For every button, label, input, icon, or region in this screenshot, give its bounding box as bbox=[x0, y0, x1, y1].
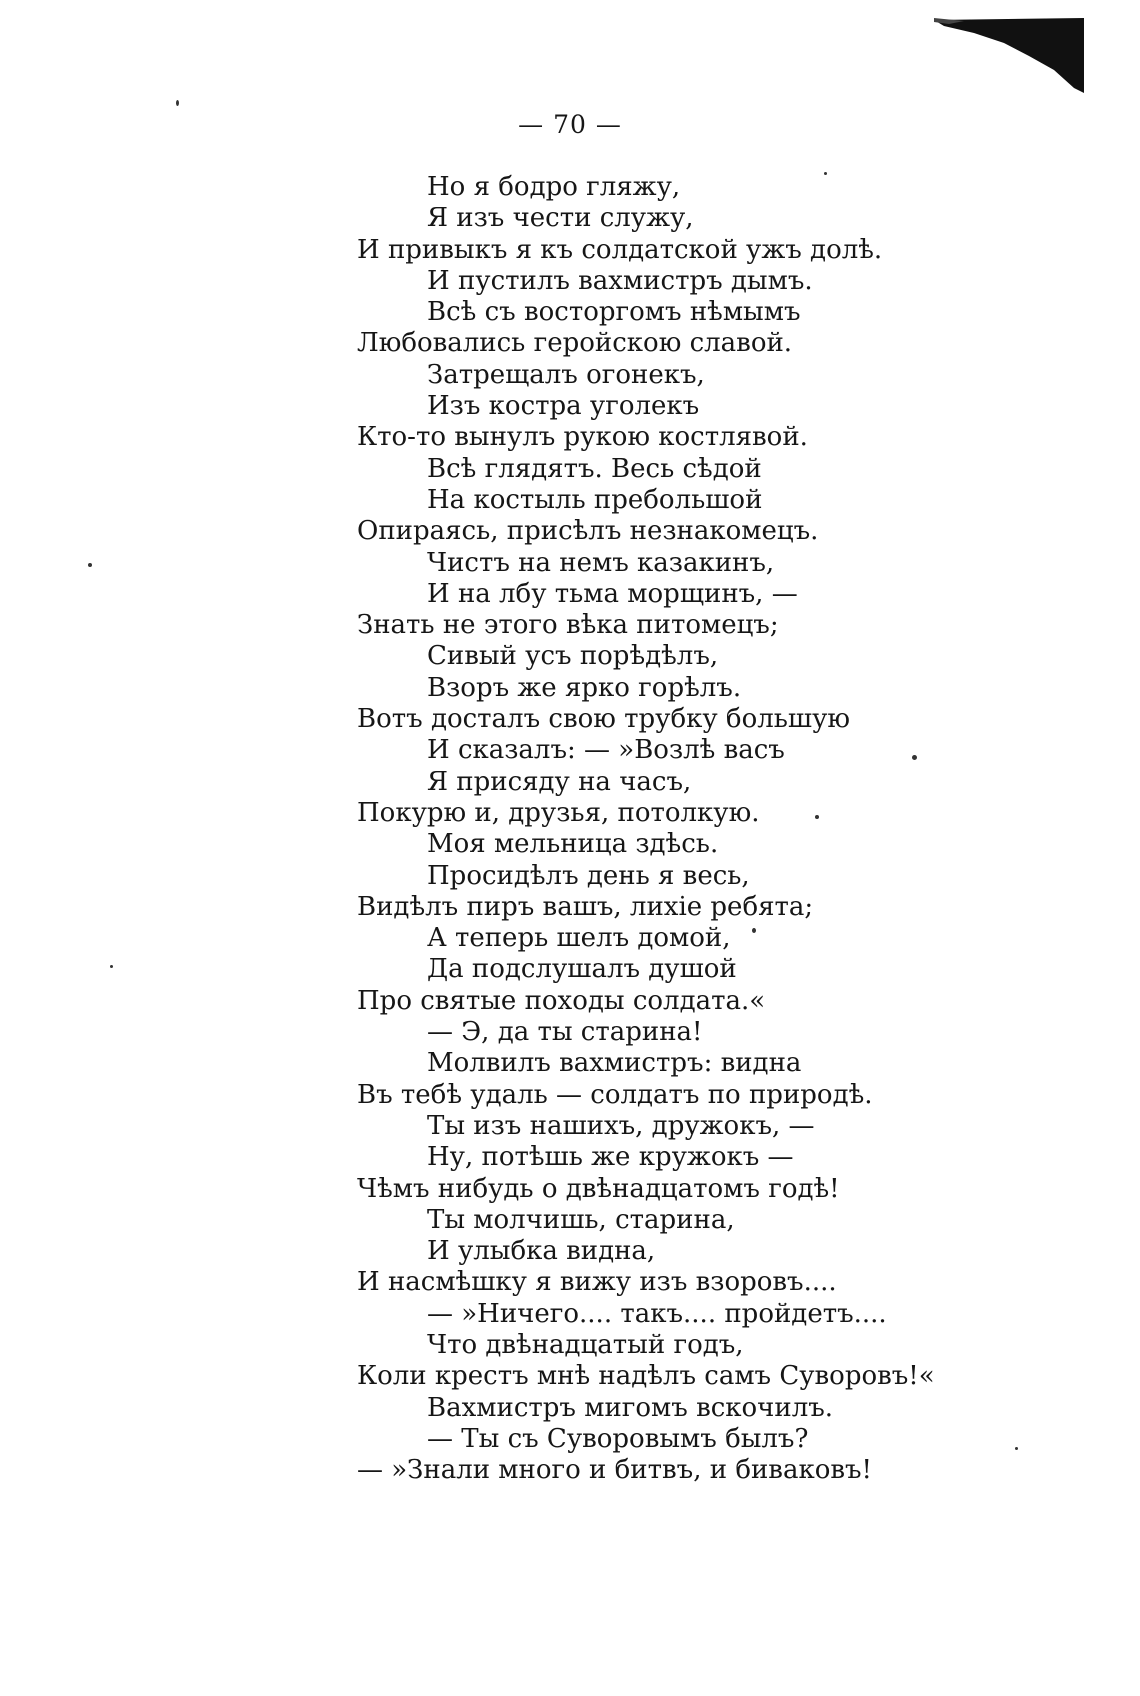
print-speck bbox=[912, 755, 917, 760]
poem-line: Но я бодро гляжу, bbox=[427, 172, 681, 202]
torn-corner-shadow bbox=[934, 18, 1084, 93]
poem-line: На костыль пребольшой bbox=[427, 484, 763, 515]
print-speck bbox=[176, 100, 179, 106]
poem-line: Чѣмъ нибудь о двѣнадцатомъ годѣ! bbox=[357, 1173, 840, 1204]
poem-line: Всѣ съ восторгомъ нѣмымъ bbox=[427, 297, 801, 328]
poem-line: — Ты съ Суворовымъ былъ? bbox=[427, 1423, 809, 1454]
poem-line: И на лбу тьма морщинъ, — bbox=[427, 578, 798, 609]
print-speck bbox=[815, 815, 819, 819]
poem-line: И привыкъ я къ солдатской ужъ долѣ. bbox=[357, 234, 883, 265]
poem-line: Знать не этого вѣка питомецъ; bbox=[357, 610, 779, 641]
poem-line: Всѣ глядятъ. Весь сѣдой bbox=[427, 453, 762, 484]
poem-line: — Э, да ты старина! bbox=[427, 1017, 703, 1048]
print-speck bbox=[824, 172, 827, 175]
poem-line: Молвилъ вахмистръ: видна bbox=[427, 1048, 802, 1079]
print-speck bbox=[88, 563, 92, 567]
poem-line: Просидѣлъ день я весь, bbox=[427, 860, 750, 891]
poem-line: Вотъ досталъ свою трубку большую bbox=[357, 704, 851, 735]
poem-line: Сивый усъ порѣдѣлъ, bbox=[427, 641, 719, 672]
poem-line: Въ тебѣ удаль — солдатъ по природѣ. bbox=[357, 1079, 873, 1110]
poem-line: Покурю и, друзья, потолкую. bbox=[357, 797, 760, 828]
poem-line: Моя мельница здѣсь. bbox=[427, 829, 719, 860]
poem-line: Про святые походы солдата.« bbox=[357, 985, 766, 1016]
poem-line: Коли крестъ мнѣ надѣлъ самъ Суворовъ!« bbox=[357, 1361, 935, 1392]
poem-line: А теперь шелъ домой, bbox=[427, 923, 731, 954]
poem-line: Я присяду на часъ, bbox=[427, 766, 692, 797]
poem-line: Вахмистръ мигомъ вскочилъ. bbox=[427, 1392, 834, 1423]
poem-text bbox=[357, 172, 1057, 1486]
poem-line: — »Знали много и битвъ, и биваковъ! bbox=[357, 1455, 872, 1486]
poem-line: И сказалъ: — »Возлѣ васъ bbox=[427, 735, 785, 766]
poem-line: И насмѣшку я вижу изъ взоровъ.... bbox=[357, 1267, 837, 1298]
poem-line: Любовались геройскою славой. bbox=[357, 328, 793, 359]
poem-line: Ну, потѣшь же кружокъ — bbox=[427, 1142, 794, 1173]
poem-line: И улыбка видна, bbox=[427, 1236, 656, 1267]
poem-line: Изъ костра уголекъ bbox=[427, 391, 700, 422]
poem-line: Видѣлъ пиръ вашъ, лихіе ребята; bbox=[357, 891, 814, 922]
print-speck bbox=[110, 965, 113, 968]
poem-line: И пустилъ вахмистръ дымъ. bbox=[427, 265, 813, 296]
poem-line: Затрещалъ огонекъ, bbox=[427, 359, 705, 390]
poem-line: Опираясь, присѣлъ незнакомецъ. bbox=[357, 516, 819, 547]
poem-line: Я изъ чести служу, bbox=[427, 203, 694, 234]
poem-line: Ты изъ нашихъ, дружокъ, — bbox=[427, 1110, 815, 1141]
poem-line: Ты молчишь, старина, bbox=[427, 1204, 735, 1235]
poem-line: Что двѣнадцатый годъ, bbox=[427, 1329, 744, 1360]
poem-line: Взоръ же ярко горѣлъ. bbox=[427, 672, 742, 703]
print-speck bbox=[1015, 1447, 1018, 1450]
poem-line: Чистъ на немъ казакинъ, bbox=[427, 547, 775, 578]
page-number: — 70 — bbox=[518, 110, 622, 139]
poem-line: Кто-то вынулъ рукою костлявой. bbox=[357, 422, 808, 453]
print-speck bbox=[752, 928, 756, 933]
poem-line: Да подслушалъ душой bbox=[427, 954, 737, 985]
poem-line: — »Ничего.... такъ.... пройдетъ.... bbox=[427, 1298, 887, 1329]
